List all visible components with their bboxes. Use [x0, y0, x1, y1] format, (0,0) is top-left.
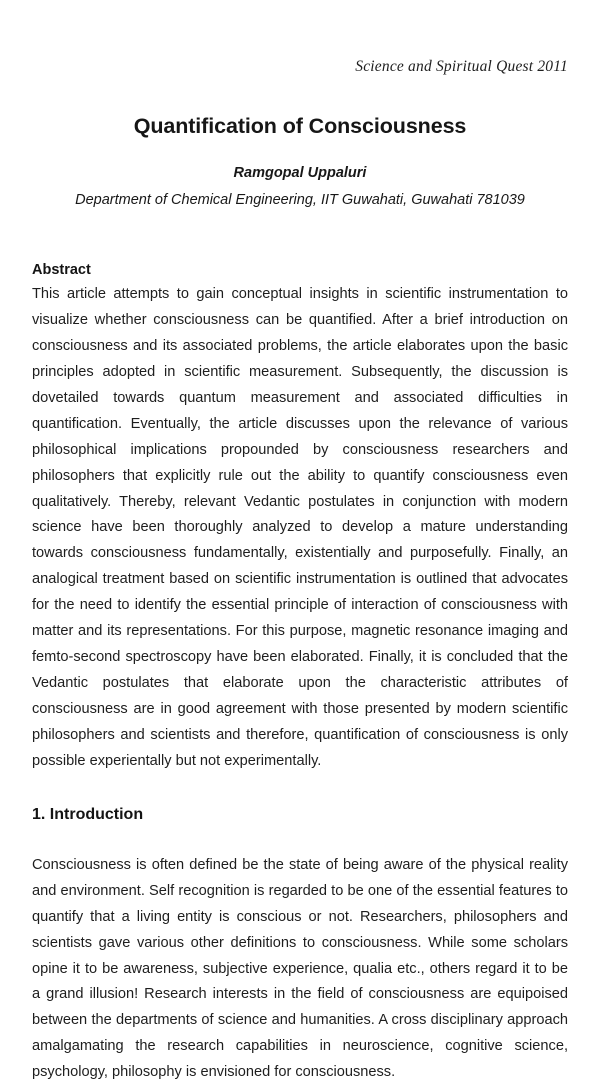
author-name: Ramgopal Uppaluri — [233, 165, 367, 182]
introduction-body: Consciousness is often defined be the state of being aware of the physical reality and environment. Self recognition is regarded to be one of the essential features to quantify that a living entity is conscious or not. Researchers, philosophers and scientists gave various other definitions to consciousness. While some scholars opine it to be awareness, subjective experience, qualia etc., others regard it to be a grand illusion! Research interests in the field of consciousness are equipoised between the departments of science and humanities. A cross disciplinary approach amalgamating the research capabilities in neuroscience, cognitive science, psychology, philosophy is envisioned for consciousness. — [32, 856, 568, 1081]
running-header: Science and Spiritual Quest 2011 — [355, 58, 568, 75]
section-heading-introduction: 1. Introduction — [32, 806, 144, 824]
abstract-label: Abstract — [32, 261, 91, 278]
author-affiliation: Department of Chemical Engineering, IIT Guwahati, Guwahati 781039 — [75, 192, 525, 209]
document-page — [0, 58, 600, 1081]
author-block — [32, 163, 568, 212]
abstract-body: This article attempts to gain conceptual insights in scientific instrumentation to visualize whether consciousness can be quantified. After a brief introduction on consciousness and its associated problems, the article elaborates upon the basic principles adopted in scientific measurement. Subsequently, the discussion is dovetailed towards quantum measurement and associated difficulties in quantification. Eventually, the article discusses upon the relevance of various philosophical implications propounded by consciousness researchers and philosophers that explicitly rule out the ability to quantify consciousness even qualitatively. Thereby, relevant Vedantic postulates in conjunction with modern science have been thoroughly analyzed to develop a mature understanding towards consciousness fundamentally, existentially and purposefully. Finally, an analogical treatment based on scientific instrumentation is outlined that advocates for the need to identify the essential principle of interaction of consciousness with matter and its representations. For this purpose, magnetic resonance imaging and femto-second spectroscopy have been elaborated. Finally, it is concluded that the Vedantic postulates that elaborate upon the characteristic attributes of consciousness are in good agreement with those presented by modern scientific philosophers and scientists and therefore, quantification of consciousness is only possible experientally but not experimentally. — [32, 286, 568, 769]
page-title: Quantification of Consciousness — [133, 113, 467, 138]
